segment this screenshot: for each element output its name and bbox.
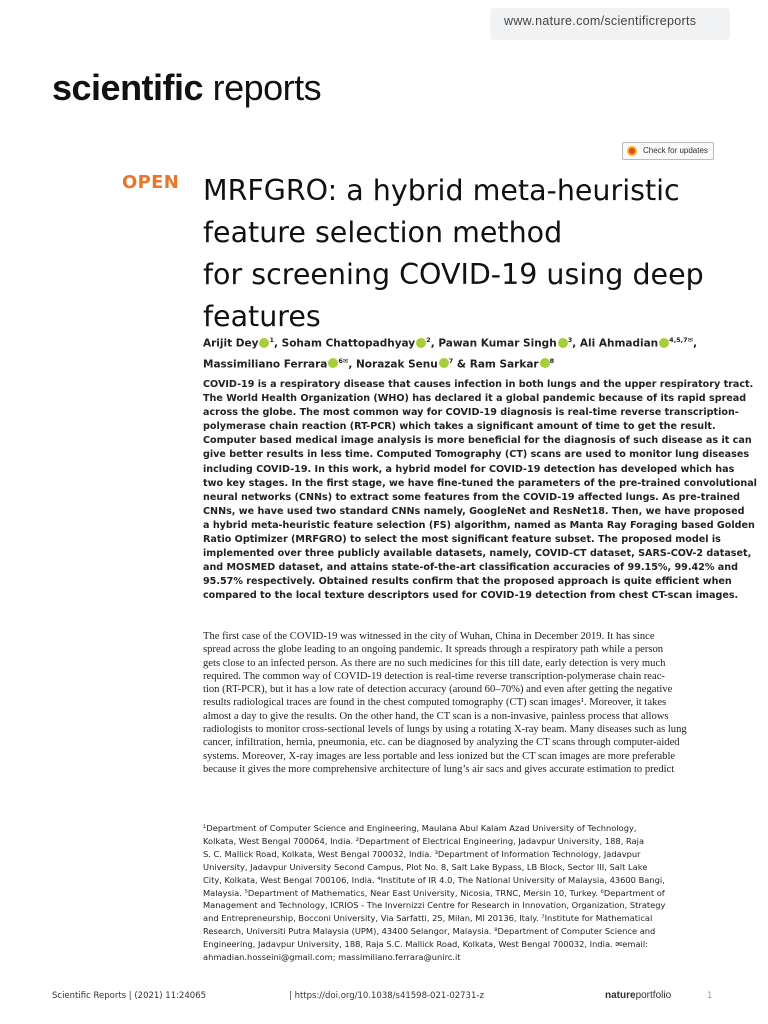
abstract-line: Ratio Optimizer (MRFGRO) to select the most significant feature subset. The proposed model is — [203, 534, 721, 546]
abstract-line: polymerase chain reaction (RT-PCR) which takes a significant amount of time to get the result. — [203, 421, 716, 433]
affiliation-line: Research, Universiti Putra Malaysia (UPM), 43400 Selangor, Malaysia. ⁸Department of Computer Science and — [203, 926, 656, 937]
abstract-line: and MOSMED dataset, and attains state-of-the-art classification accuracies of 99.15%, 99.42% and — [203, 562, 738, 574]
abstract-line: give better results in less time. Computed Tomography (CT) scans are used to monitor lung diseases — [203, 449, 750, 461]
orcid-icon[interactable] — [659, 338, 669, 348]
body-line: spread across the globe leading to an ongoing pandemic. It spreads through a respiratory path while a person — [203, 644, 664, 656]
abstract-line: across the globe. The most common way for COVID-19 diagnosis is real-time reverse transcription- — [203, 407, 739, 419]
abstract-line: 95.57% respectively. Obtained results confirm that the proposed approach is quite efficient when — [203, 576, 732, 588]
author-affiliation: 3 — [567, 336, 573, 344]
author-affiliation: 1 — [269, 336, 274, 344]
abstract-line: implemented over three publicly available datasets, namely, COVID-CT dataset, SARS-COV-2 dataset, — [203, 548, 752, 560]
abstract-line: including COVID-19. In this work, a hybrid model for COVID-19 detection has developed which has — [203, 463, 735, 475]
title-line: MRFGRO: a hybrid meta-heuristic — [203, 174, 680, 207]
journal-logo-bold: scientific — [52, 67, 204, 108]
orcid-icon[interactable] — [540, 358, 550, 368]
affiliation-line: Management and Technology, ICRIOS - The Invernizzi Centre for Research in Innovation, Organization, Strategy — [203, 900, 666, 911]
footer-doi[interactable]: | https://doi.org/10.1038/s41598-021-02731-z — [289, 991, 484, 1001]
body-line: gets close to an infected person. As there are no such medicines for this till date, early detection is very much — [203, 657, 666, 669]
author-separator: , — [572, 337, 580, 350]
author-affiliation: 8 — [549, 356, 555, 365]
affiliation-line: ¹Department of Computer Science and Engineering, Maulana Abul Kalam Azad University of Technology, — [203, 823, 637, 833]
orcid-icon[interactable] — [259, 338, 269, 348]
abstract-line: neural networks (CNNs) to extract some features from the COVID-19 affected lungs. As pre-trained — [203, 491, 741, 503]
author-list — [203, 332, 723, 373]
affiliation-line: ahmadian.hosseini@gmail.com; massimiliano.ferrara@unirc.it — [203, 952, 461, 963]
abstract-line: Computer based medical image analysis is more beneficial for the diagnosis of such disease as it can — [203, 435, 752, 447]
abstract-line: CNNs, we have used two standard CNNs namely, GoogleNet and ResNet18. Then, we have proposed — [203, 505, 745, 517]
abstract — [203, 378, 757, 604]
author-name[interactable]: Ali Ahmadian — [579, 337, 659, 350]
footer-citation: Scientific Reports | (2021) 11:24065 — [52, 991, 207, 1001]
affiliation-line: S. C. Mallick Road, Kolkata, West Bengal 700032, India. ³Department of Information Technology, Jadavpur — [203, 848, 641, 859]
body-line: radiologists to monitor cross-sectional levels of lungs by using a rotating X-ray beam. Many diseases such as lung — [203, 724, 687, 736]
body-line: systems. Moreover, X-ray images are less portable and less ionized but the CT scan images are more preferable — [203, 750, 676, 762]
affiliation-line: City, Kolkata, West Bengal 700106, India. ⁴Institute of IR 4.0, The National University of Malaysia, 43600 Bangi, — [203, 874, 665, 885]
author-affiliation: 2 — [426, 336, 431, 344]
page-number: 1 — [707, 991, 713, 1001]
affiliation-line: Kolkata, West Bengal 700064, India. ²Department of Electrical Engineering, Jadavpur University, 188, Raja — [203, 835, 645, 846]
author-separator: , — [430, 337, 439, 350]
abstract-line: The World Health Organization (WHO) has declared it a global pandemic because of its rapid spread — [203, 393, 747, 405]
author-name[interactable]: Norazak Senu — [356, 358, 438, 370]
affiliation-line: Malaysia. ⁵Department of Mathematics, Near East University, Nicosia, TRNC, Mersin 10, Turkey. ⁶Department of — [203, 887, 665, 898]
affiliation-line: and Entrepreneurship, Bocconi University, Via Sarfatti, 25, Milan, MI 20136, Italy. ⁷Institute for Mathematical — [203, 913, 653, 924]
body-line: The first case of the COVID-19 was witnessed in the city of Wuhan, China in December 2019. It has since — [203, 631, 655, 642]
author-affiliation: 6✉ — [338, 356, 349, 365]
body-line: results radiological traces are found in the chest computed tomography (CT) scan images¹. Moreover, it takes — [203, 697, 667, 709]
affiliation-line: University, Jadavpur University Second Campus, Plot No. 8, Salt Lake Bypass, LB Block, Sector III, Salt Lake — [203, 861, 648, 872]
author-affiliation: 7 — [448, 356, 454, 365]
orcid-icon[interactable] — [439, 358, 449, 368]
check-for-updates-label: Check for updates — [643, 146, 708, 155]
abstract-line: COVID-19 is a respiratory disease that causes infection in both lungs and the upper respiratory tract. — [203, 379, 754, 390]
body-line: almost a day to give the results. On the other hand, the CT scan is a non-invasive, painless process that allows — [203, 710, 669, 722]
author-separator: & — [453, 358, 470, 370]
author-separator: , — [274, 337, 282, 350]
author-affiliation: 4,5,7✉ — [669, 336, 694, 344]
article-title — [203, 170, 733, 338]
page-footer — [52, 991, 720, 1005]
body-line: cancer, infiltration, hernia, pneumonia, etc. can be diagnosed by analyzing the CT scans through computer-aided — [203, 737, 680, 749]
brand-bold: nature — [605, 990, 636, 1001]
body-line: because it gives the more comprehensive architecture of lung’s air sacs and gives accurate estimation to predict — [203, 763, 675, 775]
author-name[interactable]: Ram Sarkar — [469, 358, 539, 370]
author-name[interactable]: Arijit Dey — [203, 337, 259, 350]
author-line — [203, 353, 723, 374]
author-name[interactable]: Soham Chattopadhyay — [281, 337, 416, 350]
author-name[interactable]: Massimiliano Ferrara — [203, 358, 328, 370]
orcid-icon[interactable] — [328, 358, 338, 368]
journal-url[interactable]: www.nature.com/scientificreports — [504, 14, 697, 28]
title-line: feature selection method — [203, 216, 563, 249]
body-line: tion (RT-PCR), but it has a low rate of detection accuracy (around 60–70%) and even after getting the negative — [203, 684, 673, 696]
abstract-line: compared to the local texture descriptors used for COVID-19 detection from chest CT-scan images. — [203, 590, 739, 602]
crossmark-icon — [627, 146, 637, 156]
body-line: required. The common way of COVID-19 detection is real-time reverse transcription-polymerase chain reac- — [203, 670, 665, 682]
abstract-line: a hybrid meta-heuristic feature selection (FS) algorithm, named as Manta Ray Foraging based Golden — [203, 519, 755, 531]
abstract-line: two key stages. In the first stage, we have fine-tuned the parameters of the pre-trained convolutional — [203, 477, 757, 489]
author-separator: , — [693, 337, 698, 350]
introduction-paragraph — [203, 630, 717, 776]
author-separator: , — [348, 358, 357, 370]
author-name[interactable]: Pawan Kumar Singh — [438, 337, 557, 350]
orcid-icon[interactable] — [558, 338, 568, 348]
journal-logo-light: reports — [212, 67, 322, 108]
author-line — [203, 332, 723, 353]
check-for-updates-button[interactable] — [622, 142, 714, 160]
orcid-icon[interactable] — [416, 338, 426, 348]
brand-light: portfolio — [635, 990, 672, 1001]
affiliations — [203, 822, 717, 964]
open-access-label: OPEN — [122, 172, 180, 193]
journal-logo[interactable] — [52, 66, 321, 110]
title-line: features — [203, 300, 321, 333]
affiliation-line: Engineering, Jadavpur University, 188, Raja S.C. Mallick Road, Kolkata, West Bengal 700032, India. ✉email: — [203, 939, 648, 950]
nature-portfolio-logo — [605, 990, 671, 1001]
title-line: for screening COVID-19 using deep — [203, 258, 704, 291]
